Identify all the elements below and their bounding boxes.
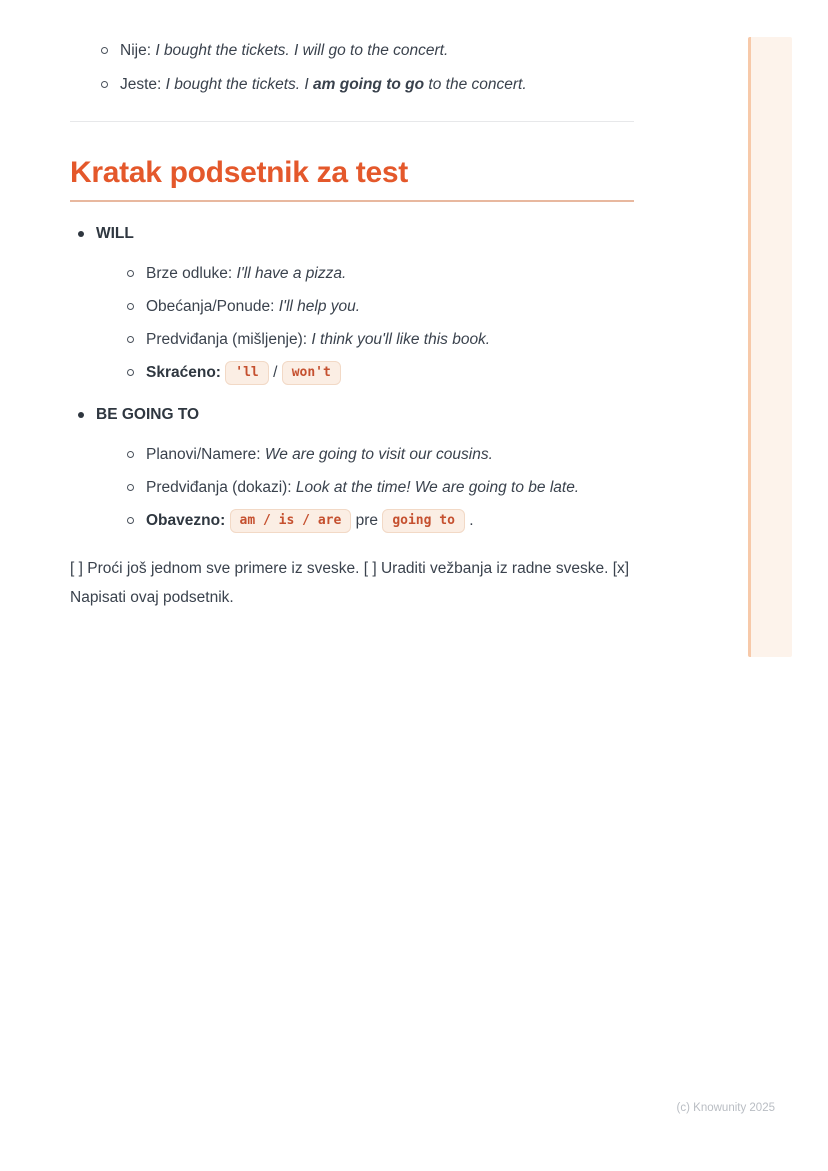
item-example: I'll have a pizza. [236, 265, 347, 282]
item-example: I think you'll like this book. [311, 331, 491, 348]
item-example: I'll help you. [278, 298, 361, 315]
item-label: Jeste: [120, 76, 162, 93]
item-label: Obećanja/Ponude: [146, 298, 275, 315]
item-label: Predviđanja (dokazi): [146, 479, 292, 496]
sentence-end: . [469, 512, 474, 529]
item-example: We are going to visit our cousins. [264, 446, 493, 463]
circle-bullet-icon [127, 270, 134, 277]
item-example-pre: I bought the tickets. I [165, 76, 309, 93]
item-label: Nije: [120, 42, 152, 59]
circle-bullet-icon [127, 451, 134, 458]
code-chip-going-to: going to [382, 509, 465, 533]
list-item [96, 262, 634, 286]
list-item-nije [70, 39, 634, 63]
disc-bullet-icon [78, 412, 84, 418]
item-label: Brze odluke: [146, 265, 233, 282]
document-page [70, 39, 634, 612]
list-item-will [70, 222, 634, 385]
circle-bullet-icon [127, 303, 134, 310]
item-label: Planovi/Namere: [146, 446, 261, 463]
circle-bullet-icon [101, 47, 108, 54]
chip-middle-text: pre [355, 512, 379, 529]
item-label: Obavezno: [146, 512, 226, 529]
circle-bullet-icon [101, 81, 108, 88]
will-heading: WILL [96, 225, 134, 242]
list-item-obavezno [96, 509, 634, 533]
decorative-side-strip [748, 37, 792, 657]
chip-separator: / [273, 364, 278, 381]
going-to-sublist [96, 443, 634, 533]
list-item-skraceno [96, 361, 634, 385]
footer-credit: (c) Knowunity 2025 [676, 1102, 775, 1114]
checklist-paragraph: [ ] Proći još jednom sve primere iz sveske. [ ] Uraditi vežbanja iz radne sveske. [x] Napisati ovaj podsetnik. [70, 560, 630, 606]
item-example: I bought the tickets. I will go to the concert. [155, 42, 449, 59]
going-to-heading: BE GOING TO [96, 406, 200, 423]
will-sublist [96, 262, 634, 385]
circle-bullet-icon [127, 517, 134, 524]
item-label: Skraćeno: [146, 364, 221, 381]
code-chip-wont: won't [282, 361, 341, 385]
disc-bullet-icon [78, 231, 84, 237]
item-label: Predviđanja (mišljenje): [146, 331, 308, 348]
summary-list [70, 222, 634, 533]
section-divider [70, 121, 634, 122]
list-item [96, 443, 634, 467]
list-item [96, 328, 634, 352]
list-item-be-going-to [70, 403, 634, 533]
page-title: Kratak podsetnik za test [70, 155, 634, 202]
item-example-bold: am going to go [313, 76, 425, 93]
circle-bullet-icon [127, 484, 134, 491]
circle-bullet-icon [127, 369, 134, 376]
code-chip-am-is-are: am / is / are [230, 509, 352, 533]
item-example: Look at the time! We are going to be late. [295, 479, 580, 496]
intro-example-list [70, 39, 634, 97]
list-item [96, 476, 634, 500]
circle-bullet-icon [127, 336, 134, 343]
list-item-jeste [70, 73, 634, 97]
code-chip-ll: 'll [225, 361, 268, 385]
item-example-post: to the concert. [428, 76, 527, 93]
list-item [96, 295, 634, 319]
